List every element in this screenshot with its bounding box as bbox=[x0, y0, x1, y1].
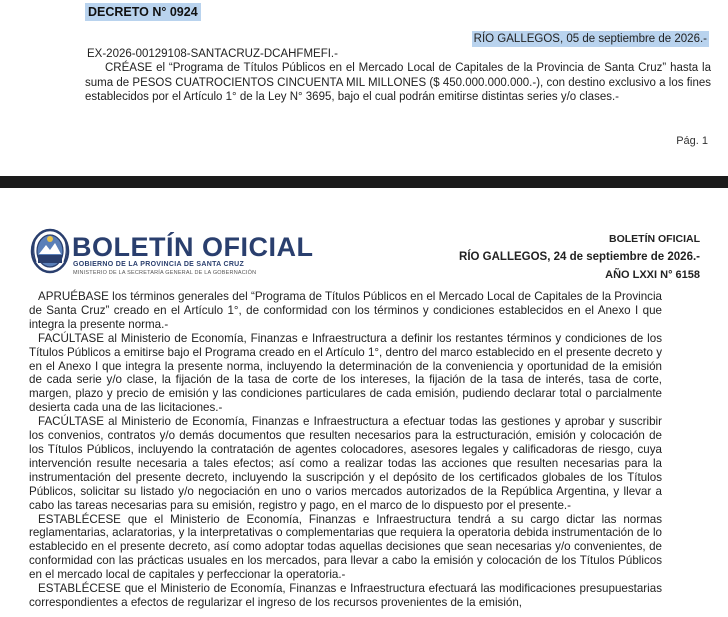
logo-subtitle: GOBIERNO DE LA PROVINCIA DE SANTA CRUZ bbox=[73, 261, 245, 268]
document-page-1 bbox=[0, 0, 728, 176]
boletin-logo bbox=[30, 228, 314, 278]
article-paragraph: FACÚLTASE al Ministerio de Economía, Finanzas e Infraestructura a efectuar todas las gestiones y aprobar y suscribir los convenios, contratos y/o demás documentos que resulten necesarios para la estructuración, emisión y colocación de los Títulos Públicos, incluyendo la contratación de agentes colocadores, asesores legales y calificadoras de riesgo, cuya intervención resulte necesaria a tales efectos; así como a realizar todas las acciones que resulten necesarias para la instrumentación del presente decreto, incluyendo la suscripción y el depósito de los certificados globales de los Títulos Públicos, solicitar su listado y/o negociación en uno o varios mercados autorizados de la República Argentina, y llevar a cabo las tareas necesarias para su emisión, registro y pago, en el marco de lo dispuesto por el presente.- bbox=[29, 415, 662, 512]
expediente-number: EX-2026-00129108-SANTACRUZ-DCAHFMEFI.- bbox=[87, 48, 338, 60]
logo-title: BOLETÍN OFICIAL bbox=[72, 232, 314, 262]
decree-articles bbox=[29, 290, 662, 610]
decree-body-text: CRÉASE el “Programa de Títulos Públicos en el Mercado Local de Capitales de la Provincia de Santa Cruz” hasta la suma de PESOS CUATROCIENTOS CINCUENTA MIL MILLONES ($ 450.000.000.000.-), con destino exclusivo a los fines establecidos por el Artículo 1° de la Ley N° 3695, bajo el cual podrán emitirse distintas series y/o clases.- bbox=[85, 62, 711, 103]
article-paragraph: ESTABLÉCESE que el Ministerio de Economía, Finanzas e Infraestructura tendrá a su cargo dictar las normas reglamentarias, aclaratorias, y la interpretativas o complementarias que requiera la operatoria debida instrumentación de lo establecido en el presente decreto, así como adoptar todas aquellas decisiones que sean necesarias y/o convenientes, de conformidad con las prácticas usuales en los mercados, para llevar a cabo la emisión y colocación de los Títulos Públicos en el mercado local de capitales y perfeccionar la operatoria.- bbox=[29, 512, 662, 582]
bulletin-issue-number: AÑO LXXI N° 6158 bbox=[605, 269, 700, 281]
province-shield-icon bbox=[30, 228, 70, 274]
page-number: Pág. 1 bbox=[676, 135, 708, 147]
article-paragraph: FACÚLTASE al Ministerio de Economía, Finanzas e Infraestructura a definir los restantes términos y condiciones de los Títulos Públicos a emitirse bajo el Programa creado en el Artículo 1°, dentro del marco establecido en el presente decreto y en el Anexo I que integra la presente norma, incluyendo la determinación de la conveniencia y oportunidad de la emisión de cada serie y/o clase, la fijación de la tasa de corte de los intereses, la fijación de la tasa de interés, tasa de corte, margen, plazo y precio de emisión y las condiciones particulares de cada emisión, pudiendo declarar total o parcialmente desierta cada una de las licitaciones.- bbox=[29, 331, 662, 415]
bulletin-name: BOLETÍN OFICIAL bbox=[609, 233, 700, 245]
article-paragraph: ESTABLÉCESE que el Ministerio de Economía, Finanzas e Infraestructura efectuará las modificaciones presupuestarias correspondientes a efectos de regularizar el ingreso de los recursos provenientes de la emisión, bbox=[29, 582, 662, 609]
document-page-2 bbox=[0, 188, 728, 617]
page-separator bbox=[0, 176, 728, 188]
logo-subtitle-secondary: MINISTERIO DE LA SECRETARÍA GENERAL DE LA GOBERNACIÓN bbox=[73, 270, 257, 276]
decree-title: DECRETO N° 0924 bbox=[85, 3, 201, 21]
bulletin-date: RÍO GALLEGOS, 24 de septiembre de 2026.- bbox=[459, 251, 700, 263]
decree-date: RÍO GALLEGOS, 05 de septiembre de 2026.- bbox=[473, 33, 707, 45]
decree-body-paragraph bbox=[85, 61, 711, 105]
article-paragraph: APRUÉBASE los términos generales del “Programa de Títulos Públicos en el Mercado Local de Capitales de la Provincia de Santa Cruz” creado en el Artículo 1°, de conformidad con los términos y condiciones establecidos en el Anexo I que integra la presente norma.- bbox=[29, 290, 662, 331]
bulletin-header-info bbox=[459, 232, 700, 283]
